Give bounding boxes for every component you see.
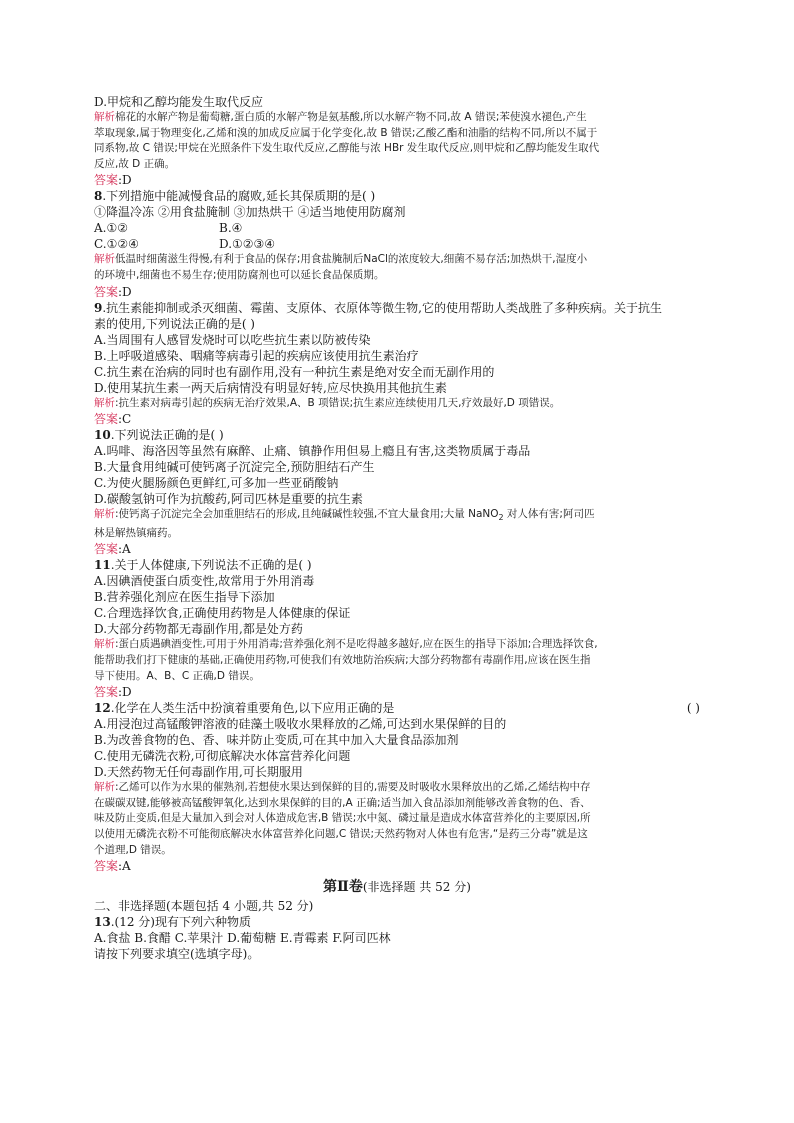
q12-answer	[94, 858, 700, 874]
q8-option-a: A.①②	[94, 221, 128, 236]
answer-label: 答案	[94, 542, 119, 557]
q9-answer	[94, 411, 700, 427]
q12-option-c: C.使用无磷洗衣粉,可彻底解决水体富营养化问题	[94, 749, 351, 764]
answer-label: 答案	[94, 859, 119, 874]
q11-option-c: C.合理选择饮食,正确使用药物是人体健康的保证	[94, 606, 351, 621]
q8-analysis	[94, 252, 700, 283]
q9-analysis	[94, 396, 700, 412]
q7-answer	[94, 172, 700, 188]
q9-number: 9	[94, 300, 103, 315]
q11-option-b: B.营养强化剂应在医生指导下添加	[94, 590, 275, 605]
q11-answer	[94, 684, 700, 700]
q8-analysis-line-2: 的环境中,细菌也不易生存;使用防腐剂也可以延长食品保质期。	[94, 268, 385, 281]
q13-stem-text: .(12 分)现有下列六种物质	[110, 915, 251, 930]
q12-analysis-line-4: 以使用无磷洗衣粉不可能彻底解决水体富营养化问题,C 错误;天然药物对人体也有危害,“是药三分毒”就是这	[94, 828, 588, 840]
section-2-subtitle: (非选择题 共 52 分)	[362, 880, 471, 895]
q8-number: 8	[94, 189, 103, 204]
q8-option-c: C.①②④	[94, 237, 139, 252]
q12-analysis-line-1: :乙烯可以作为水果的催熟剂,若想使水果达到保鲜的目的,需要及时吸收水果释放出的乙烯,乙烯结构中存	[115, 781, 591, 794]
q9-option-d: D.使用某抗生素一两天后病情没有明显好转,应尽快换用其他抗生素	[94, 380, 447, 395]
q10-number: 10	[94, 428, 111, 443]
q11-analysis-line-2: 能帮助我们打下健康的基础,正确使用药物,可使我们有效地防治疾病;大部分药物都有毒副作用,应该在医生指	[94, 654, 591, 667]
q10-option-a: A.吗啡、海洛因等虽然有麻醉、止痛、镇静作用但易上瘾且有害,这类物质属于毒品	[94, 444, 531, 459]
q9-option-c: C.抗生素在治病的同时也有副作用,没有一种抗生素是绝对安全而无副作用的	[94, 364, 495, 379]
q10-answer	[94, 541, 700, 557]
section-2-title-main: 第Ⅱ卷	[323, 879, 363, 896]
q13-stem	[94, 914, 700, 930]
q7-analysis-line-3: 同系物,故 C 错误;甲烷在光照条件下发生取代反应,乙醇能与浓 HBr 发生取代反应,则甲烷和乙醇均能发生取代	[94, 142, 600, 155]
answer-label: 答案	[94, 412, 119, 427]
q8-answer-value: :D	[118, 284, 132, 299]
q12-option-b: B.为改善食物的色、香、味并防止变质,可在其中加入大量食品添加剂	[94, 733, 459, 748]
analysis-label: 解析	[94, 781, 115, 794]
q11-option-a: A.因碘酒使蛋白质变性,故常用于外用消毒	[94, 574, 315, 589]
q11-analysis-line-1: :蛋白质遇碘酒变性,可用于外用消毒;营养强化剂不是吃得越多越好,应在医生的指导下添加;合理选择饮食,	[115, 638, 598, 651]
q12-stem	[94, 700, 700, 716]
q10-option-b: B.大量食用纯碱可使钙离子沉淀完全,预防胆结石产生	[94, 460, 375, 475]
q10-stem	[94, 427, 700, 443]
q10-stem-text: .下列说法正确的是( )	[110, 428, 224, 443]
q11-answer-value: :D	[118, 685, 132, 700]
q12-answer-value: :A	[118, 859, 131, 874]
answer-label: 答案	[94, 685, 119, 700]
q11-stem-text: .关于人体健康,下列说法不正确的是( )	[110, 558, 312, 573]
q8-answer	[94, 284, 700, 300]
q11-number: 11	[94, 558, 111, 573]
q7-option-d: D.甲烷和乙醇均能发生取代反应	[94, 95, 264, 109]
q9-analysis-text: :抗生素对病毒引起的疾病无治疗效果,A、B 项错误;抗生素应连续使用几天,疗效最好,D 项错误。	[115, 396, 561, 409]
q8-items: ①降温冷冻 ②用食盐腌制 ③加热烘干 ④适当地使用防腐剂	[94, 205, 406, 220]
q8-options-row-2	[94, 236, 700, 252]
q7-answer-value: :D	[118, 173, 132, 188]
q10-analysis-subscript: 2	[498, 513, 504, 523]
q7-analysis-line-1: 棉花的水解产物是葡萄糖,蛋白质的水解产物是氨基酸,所以水解产物不同,故 A 错误;苯使溴水褪色,产生	[115, 111, 587, 123]
q13-instruction: 请按下列要求填空(选填字母)。	[94, 947, 260, 962]
q8-stem	[94, 188, 700, 204]
q8-options-row-1	[94, 220, 700, 236]
q10-option-c: C.为使火腿肠颜色更鲜红,可多加一些亚硝酸钠	[94, 476, 339, 491]
answer-label: 答案	[94, 284, 119, 299]
q12-analysis	[94, 780, 700, 858]
q10-analysis-line-2: 林是解热镇痛药。	[94, 526, 178, 539]
answer-label: 答案	[94, 173, 119, 188]
q12-number: 12	[94, 701, 111, 716]
q12-analysis-line-3: 味及防止变质,但是大量加入到会对人体造成危害,B 错误;水中氮、磷过量是造成水体富营养化的主要原因,所	[94, 812, 591, 825]
q9-stem-line-2: 素的使用,下列说法正确的是( )	[94, 316, 255, 331]
q9-stem-line-1	[94, 300, 700, 316]
q8-option-d: D.①②③④	[219, 237, 276, 252]
q13-number: 13	[94, 915, 111, 930]
q11-stem	[94, 557, 700, 573]
q10-option-d: D.碳酸氢钠可作为抗酸药,阿司匹林是重要的抗生素	[94, 492, 363, 507]
q11-option-d: D.大部分药物都无毒副作用,都是处方药	[94, 622, 303, 637]
q11-analysis-line-3: 导下使用。A、B、C 正确,D 错误。	[94, 669, 260, 682]
analysis-label: 解析	[94, 253, 115, 266]
q12-option-a: A.用浸泡过高锰酸钾溶液的硅藻土吸收水果释放的乙烯,可达到水果保鲜的目的	[94, 717, 507, 732]
q12-answer-bracket: ( )	[686, 701, 700, 716]
analysis-label: 解析	[94, 396, 115, 409]
part-2-heading: 二、非选择题(本题包括 4 小题,共 52 分)	[94, 899, 314, 914]
page-content	[94, 94, 700, 962]
q9-stem-text-1: .抗生素能抑制或杀灭细菌、霉菌、支原体、衣原体等微生物,它的使用帮助人类战胜了多种疾病。关于抗生	[102, 300, 662, 315]
q10-analysis-line-1: :使钙离子沉淀完全会加重胆结石的形成,且纯碱碱性较强,不宜大量食用;大量 NaNO	[115, 508, 499, 521]
analysis-label: 解析	[94, 508, 115, 521]
q10-answer-value: :A	[118, 542, 131, 557]
q8-stem-text: .下列措施中能减慢食品的腐败,延长其保质期的是( )	[102, 189, 376, 204]
q11-analysis	[94, 637, 700, 684]
q12-option-d: D.天然药物无任何毒副作用,可长期服用	[94, 765, 303, 780]
q10-analysis-line-1-tail: 对人体有害;阿司匹	[503, 508, 595, 521]
q9-answer-value: :C	[118, 412, 132, 427]
q8-analysis-line-1: 低温时细菌滋生得慢,有利于食品的保存;用食盐腌制后NaCl的浓度较大,细菌不易存活;加热烘干,湿度小	[115, 253, 588, 266]
q9-option-a: A.当周围有人感冒发烧时可以吃些抗生素以防被传染	[94, 332, 371, 347]
analysis-label: 解析	[94, 638, 115, 651]
q7-analysis-line-2: 萃取现象,属于物理变化,乙烯和溴的加成反应属于化学变化,故 B 错误;乙酸乙酯和油脂的结构不同,所以不属于	[94, 126, 598, 139]
q7-analysis-line-4: 反应,故 D 正确。	[94, 157, 176, 170]
q12-analysis-line-2: 在碳碳双键,能够被高锰酸钾氧化,达到水果保鲜的目的,A 正确;适当加入食品添加剂能够改善食物的色、香、	[94, 796, 591, 809]
section-2-title	[94, 876, 700, 898]
q9-option-b: B.上呼吸道感染、咽痛等病毒引起的疾病应该使用抗生素治疗	[94, 348, 419, 363]
q13-items: A.食盐 B.食醋 C.苹果汁 D.葡萄糖 E.青霉素 F.阿司匹林	[94, 931, 391, 946]
q7-analysis	[94, 110, 700, 172]
q12-analysis-line-5: 个道理,D 错误。	[94, 843, 172, 856]
q12-stem-text: .化学在人类生活中扮演着重要角色,以下应用正确的是	[110, 701, 395, 716]
analysis-label: 解析	[94, 111, 115, 123]
q8-option-b: B.④	[219, 221, 243, 236]
q10-analysis	[94, 507, 700, 541]
